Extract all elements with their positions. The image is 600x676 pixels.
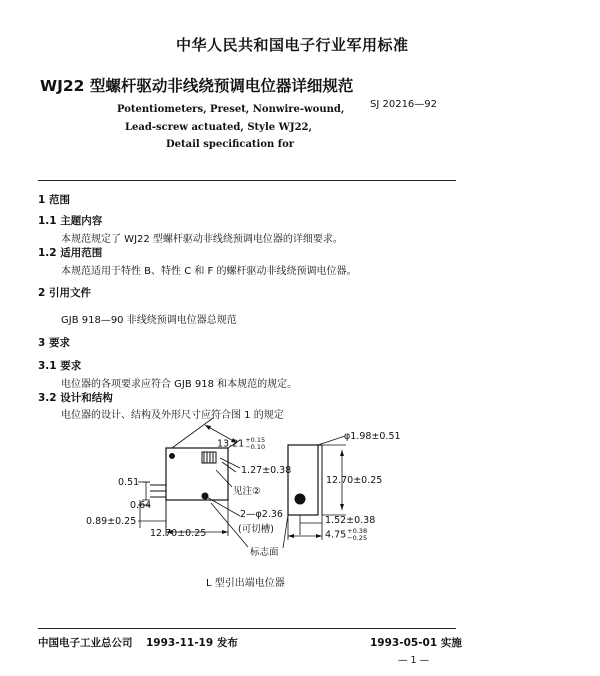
publisher: 中国电子工业总公司: [38, 637, 133, 649]
dim-shaft: φ1.98±0.51: [344, 431, 401, 442]
section-3-heading: 3 要求: [38, 337, 70, 349]
dim-pin-position: 1.27±0.38: [241, 465, 292, 476]
section-1-1-heading: 1.1 主题内容: [38, 215, 103, 227]
english-title-line-1: Potentiometers, Preset, Nonwire-wound,: [117, 104, 345, 115]
section-1-1-text: 本规范规定了 WJ22 型螺杆驱动非线绕预调电位器的详细要求。: [61, 234, 343, 245]
mount-hole-left: [170, 454, 175, 459]
section-1-heading: 1 范围: [38, 194, 70, 206]
section-3-2-heading: 3.2 设计和结构: [38, 392, 113, 404]
dim-4-75: 4.75+0.38 −0.25: [325, 527, 368, 542]
page-number: — 1 —: [398, 655, 430, 666]
dim-hole: 2—φ2.36: [240, 509, 283, 520]
effective-date: 1993-05-01 实施: [370, 637, 462, 649]
org-title: 中华人民共和国电子行业军用标准: [176, 36, 409, 54]
english-title-line-2: Lead-screw actuated, Style WJ22,: [125, 122, 312, 133]
adjust-screw: [202, 452, 216, 463]
dim-bottom-width: 12.70±0.25: [150, 528, 207, 539]
dim-0-89: 0.89±0.25: [86, 516, 137, 527]
dim-top: 13.21+0.15 −0.10: [217, 436, 266, 451]
body-outline-front: [166, 448, 228, 500]
footer-divider: [38, 628, 456, 629]
shaft-end: [295, 494, 305, 504]
section-3-1-heading: 3.1 要求: [38, 360, 82, 372]
dim-1-52: 1.52±0.38: [325, 515, 376, 526]
terminal-pins: [142, 482, 166, 500]
section-2-heading: 2 引用文件: [38, 287, 91, 299]
issue-date: 1993-11-19 发布: [146, 637, 238, 649]
dim-height: 12.70±0.25: [326, 475, 383, 486]
dim-0-64: 0.64: [130, 500, 152, 511]
section-1-2-text: 本规范适用于特性 B、特性 C 和 F 的螺杆驱动非线绕预调电位器。: [61, 266, 357, 277]
hole-note: (可切槽): [238, 524, 274, 535]
english-title-line-3: Detail specification for: [166, 139, 295, 150]
figure-caption: L 型引出端电位器: [206, 578, 285, 589]
dim-0-51: 0.51: [118, 477, 140, 488]
section-1-2-heading: 1.2 适用范围: [38, 247, 103, 259]
marking-face-label: 标志面: [250, 547, 279, 558]
reference-doc: GJB 918—90 非线绕预调电位器总规范: [61, 315, 237, 326]
doc-title: WJ22 型螺杆驱动非线绕预调电位器详细规范: [40, 77, 354, 95]
section-3-1-text: 电位器的各项要求应符合 GJB 918 和本规范的规定。: [61, 379, 298, 390]
section-3-2-text: 电位器的设计、结构及外形尺寸应符合图 1 的规定: [61, 410, 284, 421]
body-outline-side: [288, 445, 318, 515]
note-ref: 见注②: [233, 486, 261, 497]
doc-code: SJ 20216—92: [370, 99, 438, 110]
